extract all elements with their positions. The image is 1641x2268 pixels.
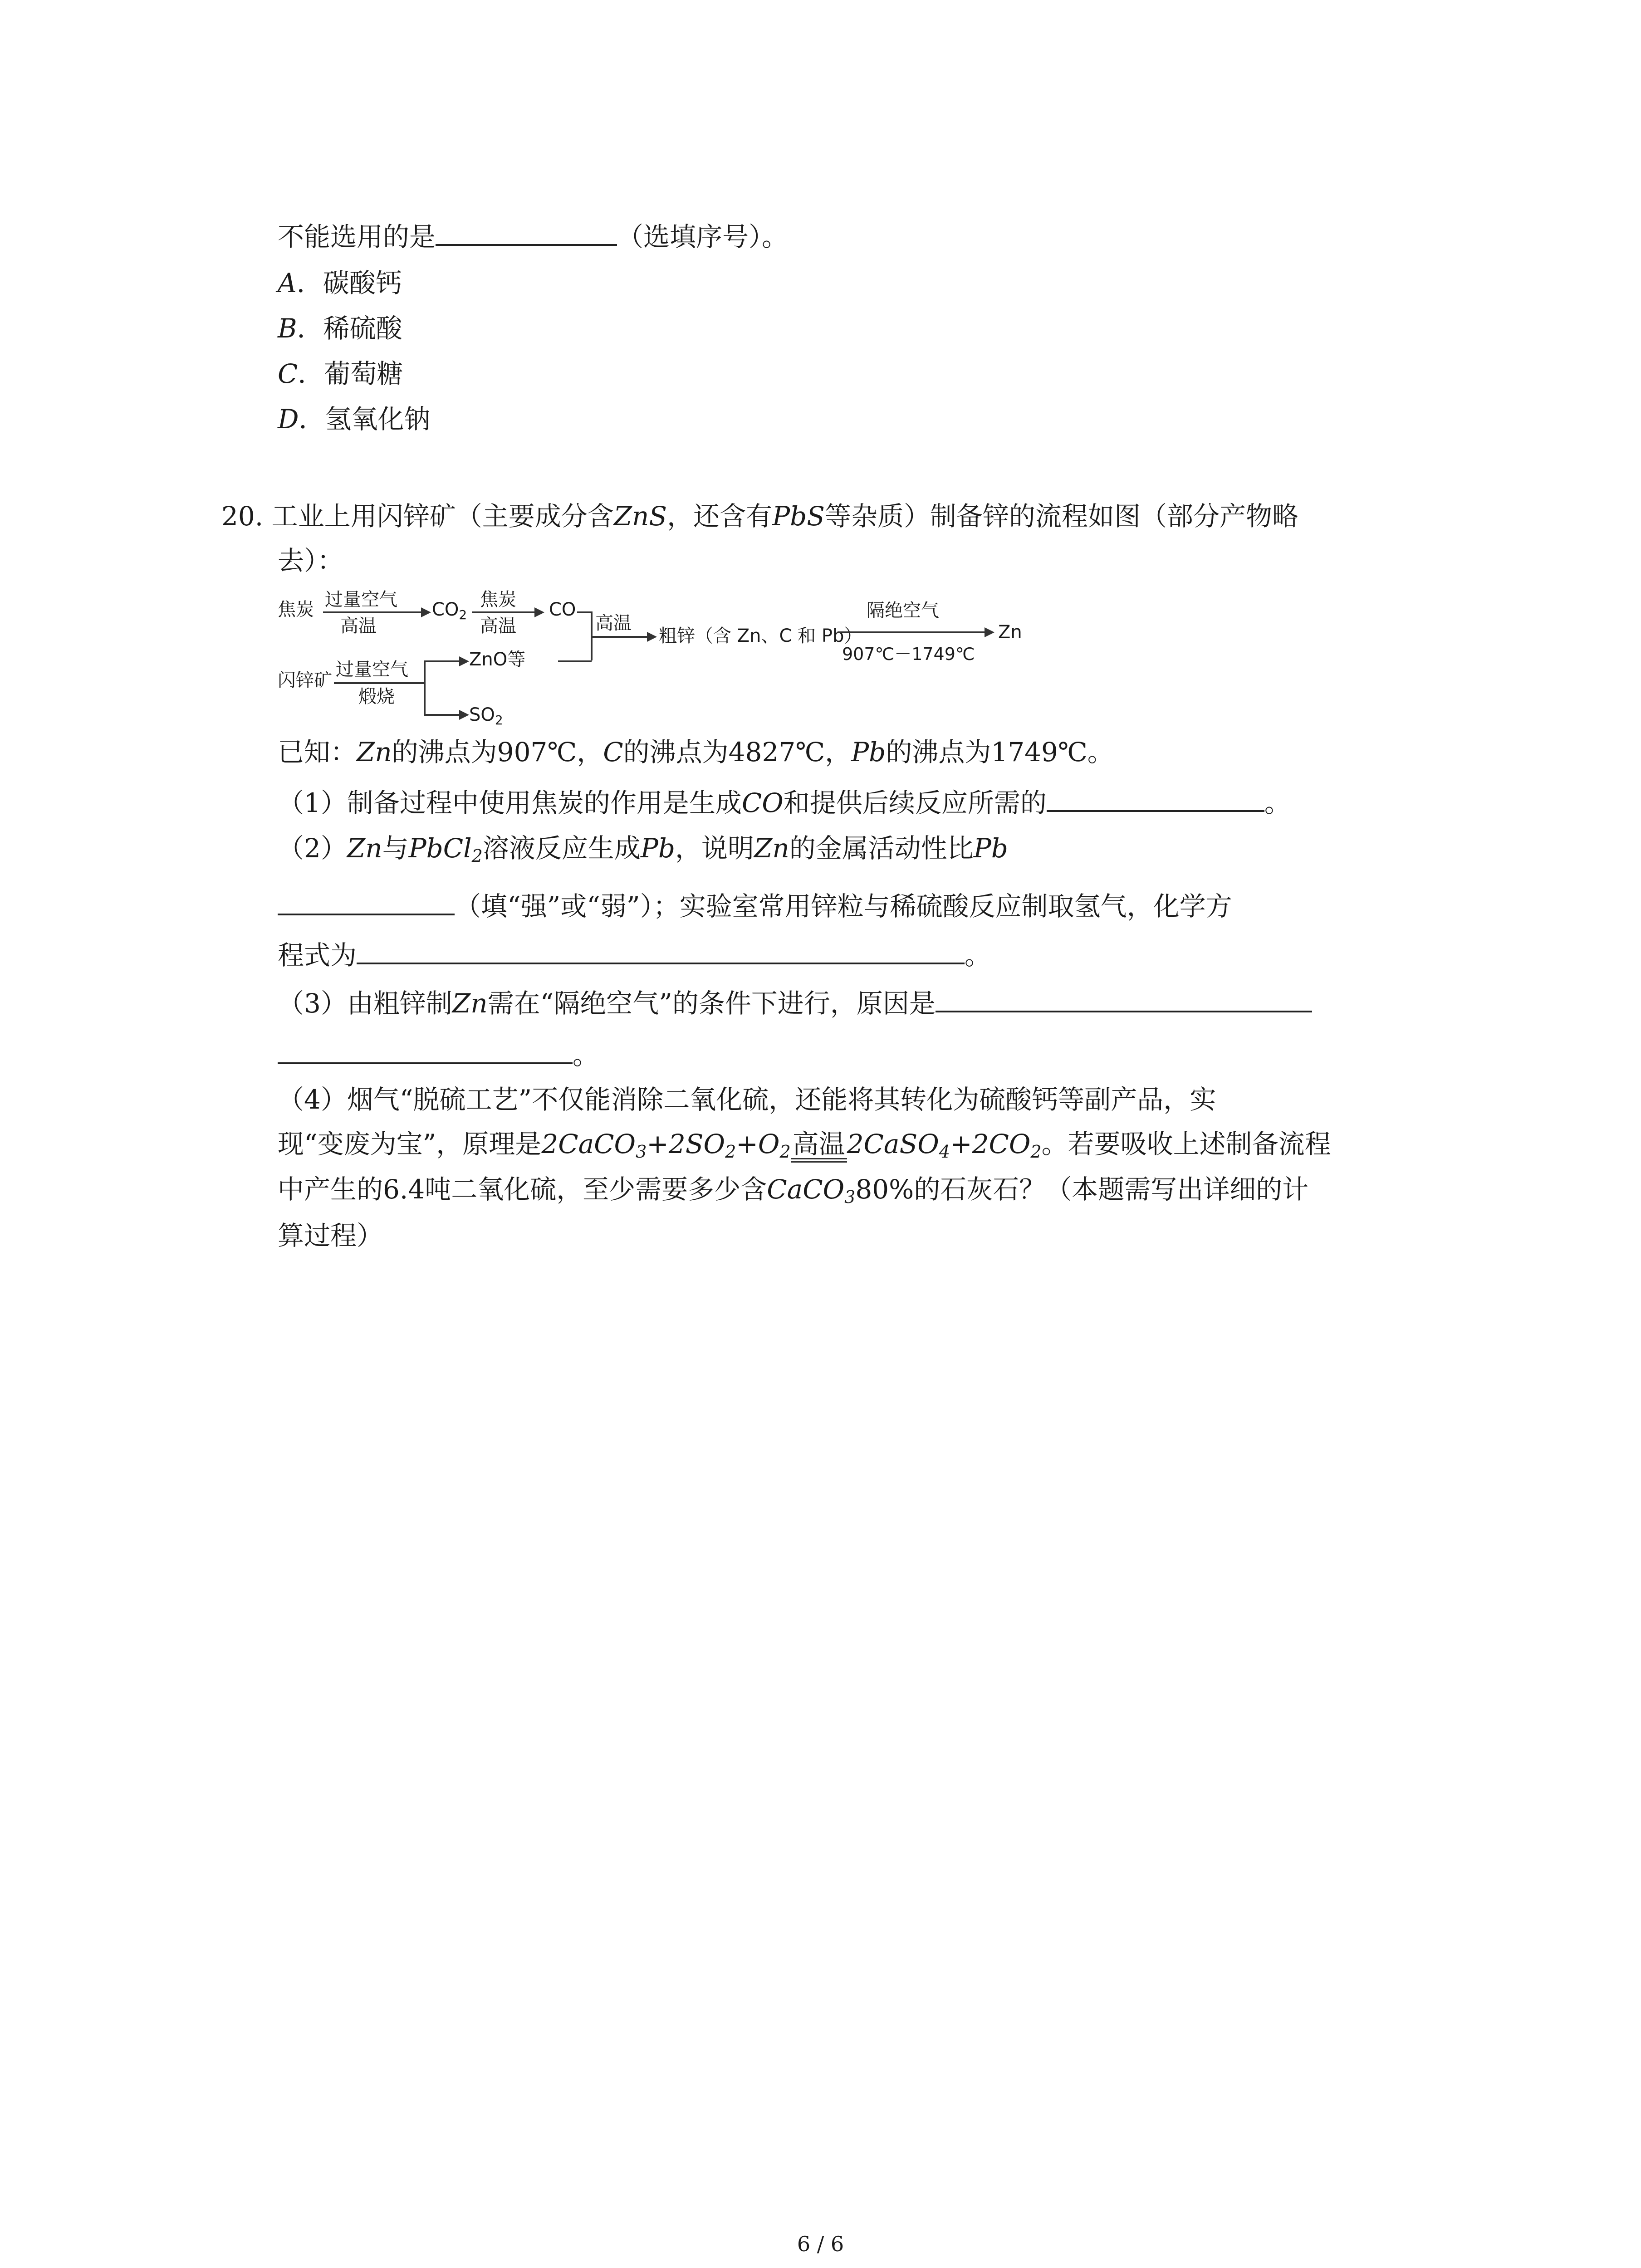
fc-co2: $CO_2$ xyxy=(432,599,467,622)
fc-arrow1 xyxy=(323,611,422,613)
q20-part2-line3: 程式为 。 xyxy=(278,936,991,973)
fc-arrowhead1 xyxy=(421,607,431,617)
reaction-condition: 高温 xyxy=(791,1130,847,1163)
fc-coke: 焦炭 xyxy=(278,599,314,620)
q20-part2-line1: （2）Zn与PbCl$_2$溶液反应生成Pb，说明Zn的金属活动性比Pb xyxy=(278,833,1008,866)
fc-co: CO xyxy=(549,599,576,620)
q20-part1: （1）制备过程中使用焦炭的作用是生成CO和提供后续反应所需的 。 xyxy=(278,784,1291,821)
q20-part3-blank[interactable] xyxy=(936,984,1312,1012)
fc-temp-range: 907℃－1749℃ xyxy=(842,644,975,664)
fc-hightemp2: 高温 xyxy=(480,616,516,636)
q19-option-d: D．氢氧化钠 xyxy=(278,404,431,435)
fc-arrow4 xyxy=(838,631,985,633)
q19-text: 不能选用的是 xyxy=(278,221,436,252)
q20-part2-blank-activity[interactable] xyxy=(278,887,455,915)
fc-arrow2 xyxy=(472,611,535,613)
q20-part3-line2: 。 xyxy=(278,1036,599,1073)
fc-roast: 煅烧 xyxy=(358,686,395,707)
fc-split-so2 xyxy=(424,714,460,716)
q19-answer-blank[interactable] xyxy=(436,218,617,246)
fc-zn: Zn xyxy=(998,622,1022,643)
fc-so2: $SO_2$ xyxy=(469,704,503,728)
q20-part4-line4: 算过程） xyxy=(278,1220,383,1251)
fc-arrowhead-zno xyxy=(459,656,469,666)
fc-hightemp3: 高温 xyxy=(595,613,632,634)
fc-zno: ZnO等 xyxy=(469,649,526,670)
fc-arrowhead2 xyxy=(534,607,544,617)
fc-air2: 过量空气 xyxy=(336,659,408,680)
q20-part4-line1: （4）烟气“脱硫工艺”不仅能消除二氧化硫，还能将其转化为硫酸钙等副产品，实 xyxy=(278,1084,1216,1115)
fc-isolate: 隔绝空气 xyxy=(867,600,939,621)
fc-arrow3 xyxy=(591,636,648,638)
fc-arrowhead-so2 xyxy=(459,710,469,720)
q20-intro-line1: 20. 工业上用闪锌矿（主要成分含ZnS，还含有PbS等杂质）制备锌的流程如图（部分产物略 xyxy=(221,501,1299,532)
q20-part4-line3: 中产生的6.4吨二氧化硫，至少需要多少含CaCO$_3$80%的石灰石？（本题需写出详细的计 xyxy=(278,1174,1309,1207)
fc-hightemp1: 高温 xyxy=(340,616,377,636)
fc-arrowhead3 xyxy=(647,632,657,642)
q20-part3-blank-cont[interactable] xyxy=(278,1036,573,1064)
q19-option-a: A．碳酸钙 xyxy=(278,268,402,298)
q20-part1-blank[interactable] xyxy=(1047,784,1264,812)
q20-part2-line2: （填“强”或“弱”）；实验室常用锌粒与稀硫酸反应制取氢气，化学方 xyxy=(278,887,1232,924)
fc-arrowhead4 xyxy=(985,627,994,637)
q19-option-c: C．葡萄糖 xyxy=(278,358,403,389)
fc-air1: 过量空气 xyxy=(325,589,397,610)
q19-line xyxy=(278,218,788,255)
q20-number: 20. xyxy=(221,501,264,532)
q20-part3-line1: （3）由粗锌制Zn需在“隔绝空气”的条件下进行，原因是 xyxy=(278,984,1312,1022)
q20-known: 已知：Zn的沸点为907℃，C的沸点为4827℃，Pb的沸点为1749℃。 xyxy=(278,737,1114,767)
fc-co-line xyxy=(577,611,591,613)
q20-part4-line2: 现“变废为宝”，原理是$2CaCO_3+2SO_2+O_2$高温$2CaSO_4+2CO_2$。若要吸收上述制备流程 xyxy=(278,1129,1331,1162)
q19-option-b: B．稀硫酸 xyxy=(278,313,402,344)
fc-ore-line xyxy=(334,682,425,684)
q20-intro-line2: 去）： xyxy=(278,545,344,576)
fc-coke2: 焦炭 xyxy=(480,589,516,610)
fc-crude: 粗锌（含 Zn、C 和 Pb） xyxy=(659,626,862,646)
fc-split-zno xyxy=(424,660,460,662)
q20-part2-blank-equation[interactable] xyxy=(357,936,965,964)
fc-split-line xyxy=(424,660,426,715)
page-number: 6 / 6 xyxy=(797,2232,844,2256)
reaction-equation: $2CaCO_3+2SO_2+O_2$ xyxy=(541,1129,791,1162)
q19-hint: （选填序号）。 xyxy=(617,221,789,252)
fc-zno-line xyxy=(558,660,592,662)
fc-ore: 闪锌矿 xyxy=(278,670,332,691)
